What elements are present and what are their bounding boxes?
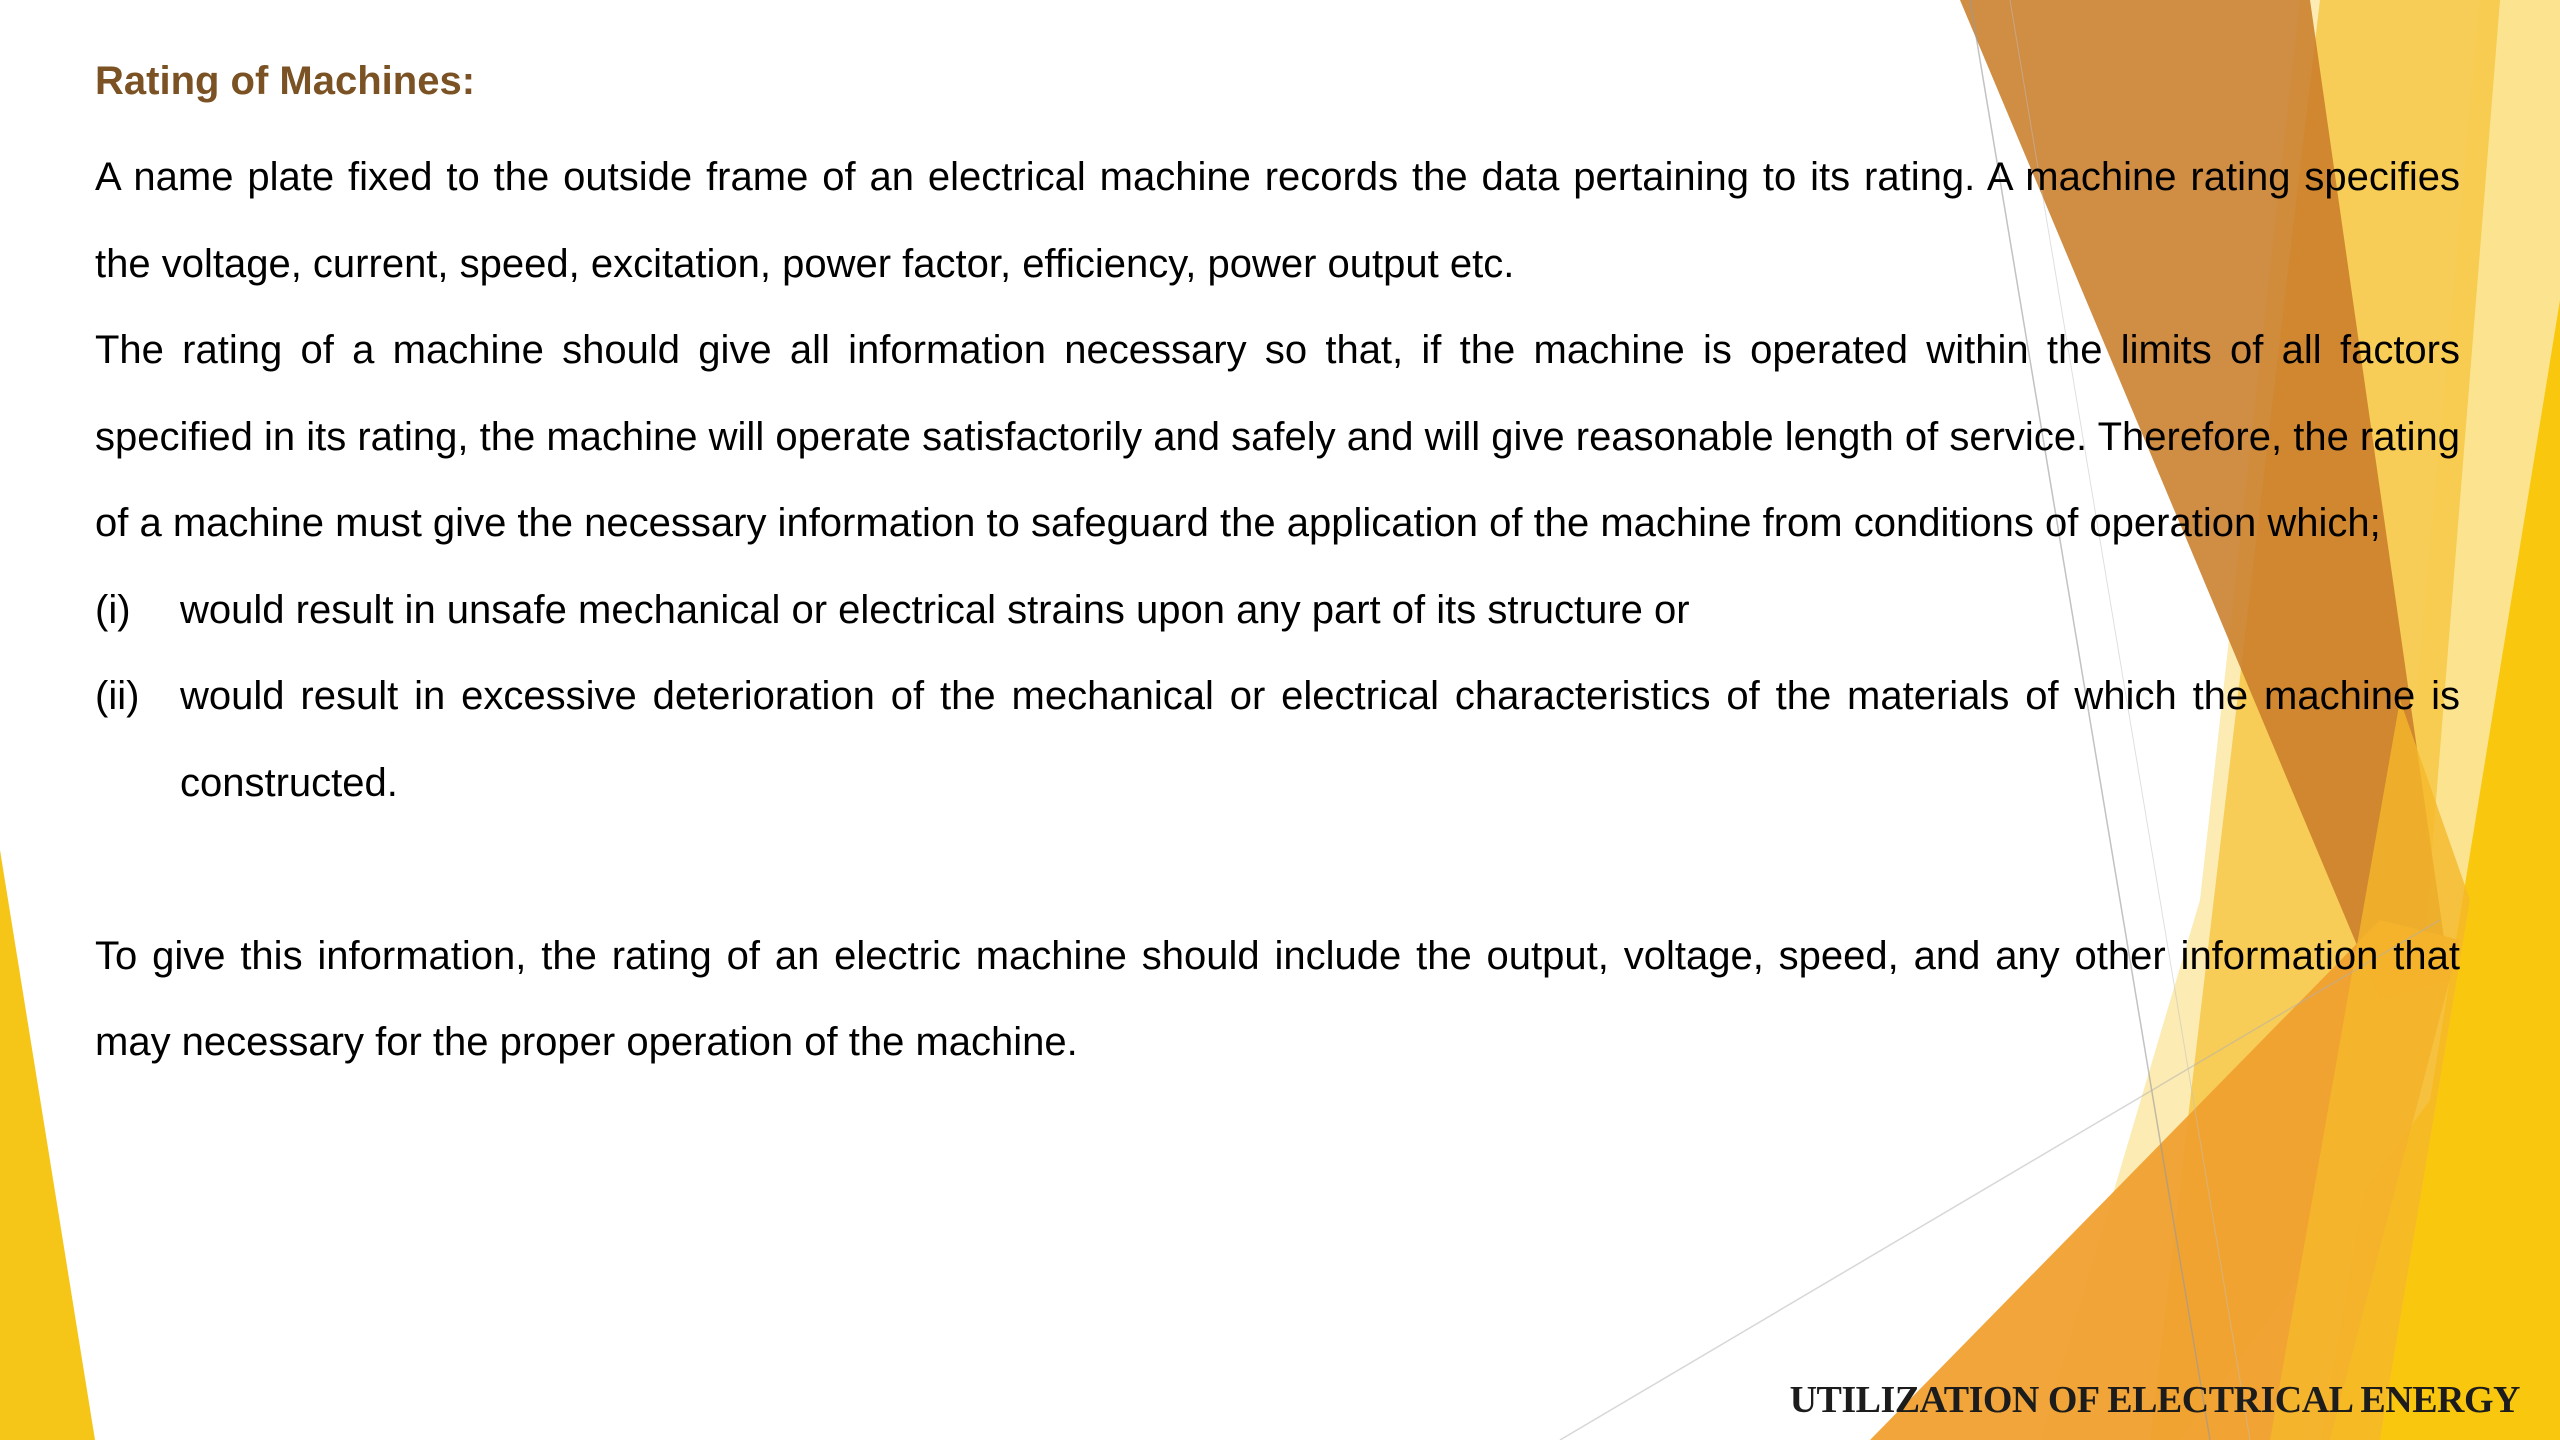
paragraph-nameplate: A name plate fixed to the outside frame of an electrical machine records the data pertaining to its rating. A machine rating specifies the voltage, current, speed, excitation, power factor, efficiency, power output etc. <box>95 155 2460 286</box>
footer-course-title: UTILIZATION OF ELECTRICAL ENERGY <box>1789 1379 2520 1421</box>
left-accent-sliver <box>0 850 95 1440</box>
paragraph-rating-purpose: The rating of a machine should give all information necessary so that, if the machine is operated within the limits of all factors specified in its rating, the machine will operate satisfactorily and safely and will give reasonable length of service. Therefore, the rating of a machine must give the necessary information to safeguard the application of the machine from conditions of operation which; <box>95 328 2460 545</box>
list-item <box>95 653 2460 826</box>
slide-title: Rating of Machines: <box>95 59 476 103</box>
list-item <box>95 567 2460 654</box>
slide-content <box>95 48 2460 1086</box>
list-item-text: would result in unsafe mechanical or electrical strains upon any part of its structure or <box>180 587 1690 632</box>
list-marker: (ii) <box>95 674 140 718</box>
paragraph-closing: To give this information, the rating of an electric machine should include the output, voltage, speed, and any other information that may necessary for the proper operation of the machine. <box>95 933 2460 1064</box>
list-item-text: would result in excessive deterioration of the mechanical or electrical characteristics of the materials of which the machine is constructed. <box>180 674 2460 805</box>
spacer <box>95 826 2460 913</box>
list-marker: (i) <box>95 587 131 632</box>
